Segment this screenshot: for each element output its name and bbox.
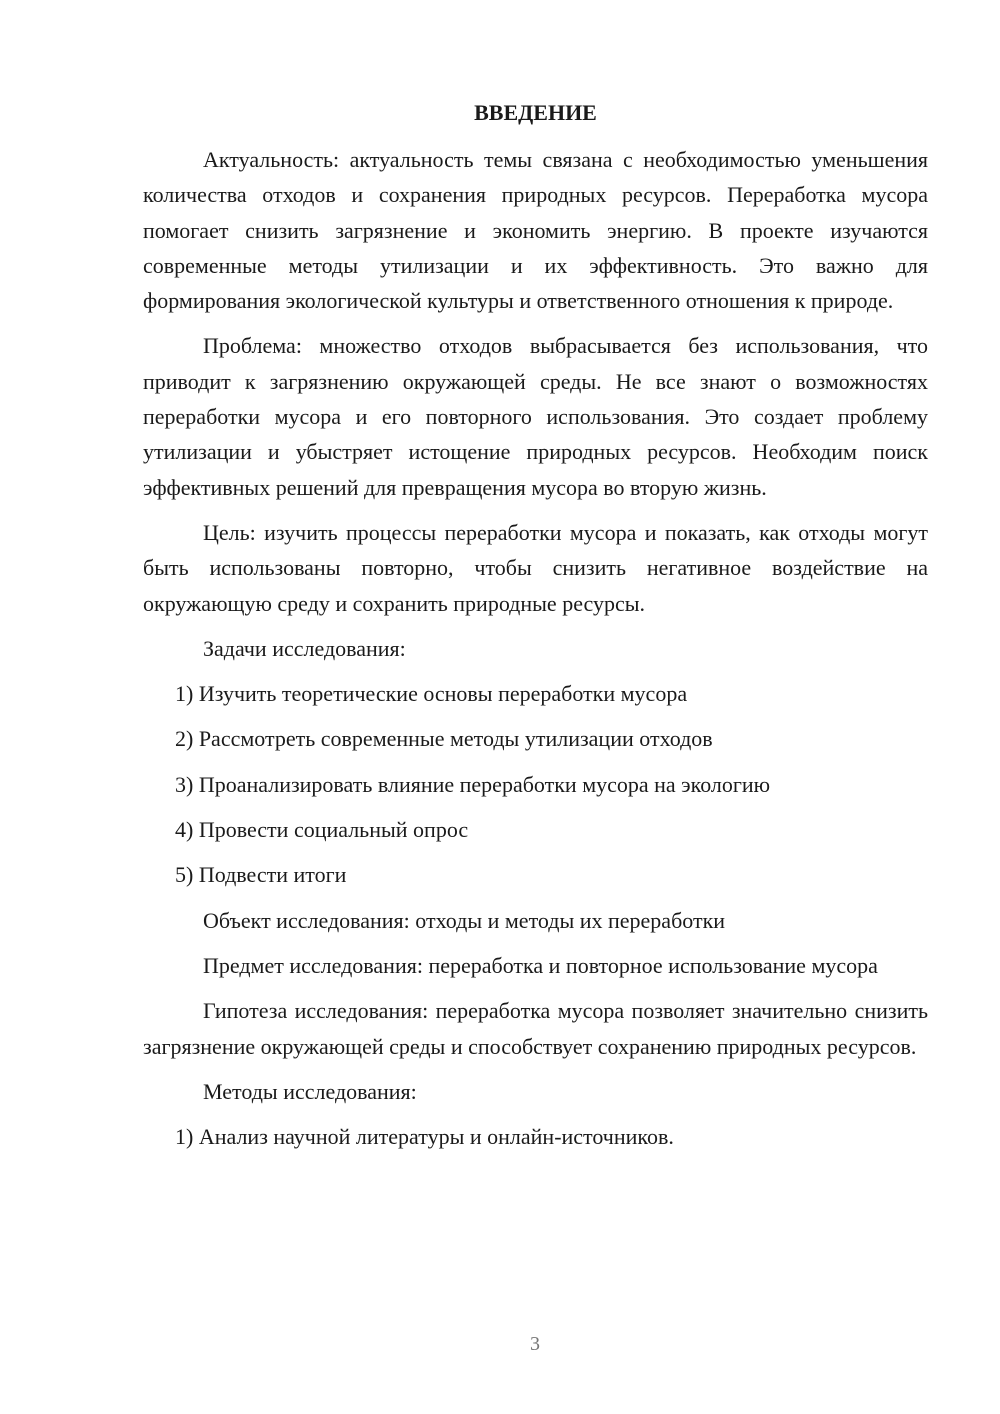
hypothesis-paragraph: Гипотеза исследования: переработка мусора позволяет значительно снизить загрязнение окружающей среды и способствует сохранению природных ресурсов.: [143, 998, 928, 1059]
task-item: 3) Проанализировать влияние переработки мусора на экологию: [175, 771, 771, 797]
task-item: 1) Изучить теоретические основы переработки мусора: [175, 681, 688, 707]
relevance-paragraph: Актуальность: актуальность темы связана с необходимостью уменьшения количества отходов и сохранения природных ресурсов. Переработка мусора помогает снизить загрязнение и экономить энергию. В проекте изучаются современные методы утилизации и их эффективность. Это важно для формирования экологической культуры и ответственного отношения к природе.: [143, 147, 928, 314]
task-item: 2) Рассмотреть современные методы утилизации отходов: [175, 726, 713, 752]
methods-heading: Методы исследования:: [203, 1078, 417, 1104]
tasks-list: [143, 676, 928, 892]
goal-paragraph: Цель: изучить процессы переработки мусора и показать, как отходы могут быть использованы повторно, чтобы снизить негативное воздействие на окружающую среду и сохранить природные ресурсы.: [143, 519, 928, 616]
problem-paragraph: Проблема: множество отходов выбрасывается без использования, что приводит к загрязнению окружающей среды. Не все знают о возможностях переработки мусора и его повторного использования. Это создает проблему утилизации и убыстряет истощение природных ресурсов. Необходим поиск эффективных решений для превращения мусора во вторую жизнь.: [143, 333, 928, 500]
page-number: 3: [530, 1333, 540, 1355]
method-item: 1) Анализ научной литературы и онлайн-источников.: [175, 1124, 674, 1150]
subject-paragraph: Предмет исследования: переработка и повторное использование мусора: [203, 952, 878, 978]
methods-list: [143, 1119, 928, 1154]
document-page: [143, 95, 928, 1164]
task-item: 5) Подвести итоги: [175, 862, 347, 888]
object-line: Объект исследования: отходы и методы их переработки: [203, 907, 726, 933]
section-title: ВВЕДЕНИЕ: [474, 100, 597, 125]
tasks-heading: Задачи исследования:: [203, 635, 406, 661]
task-item: 4) Провести социальный опрос: [175, 817, 469, 843]
